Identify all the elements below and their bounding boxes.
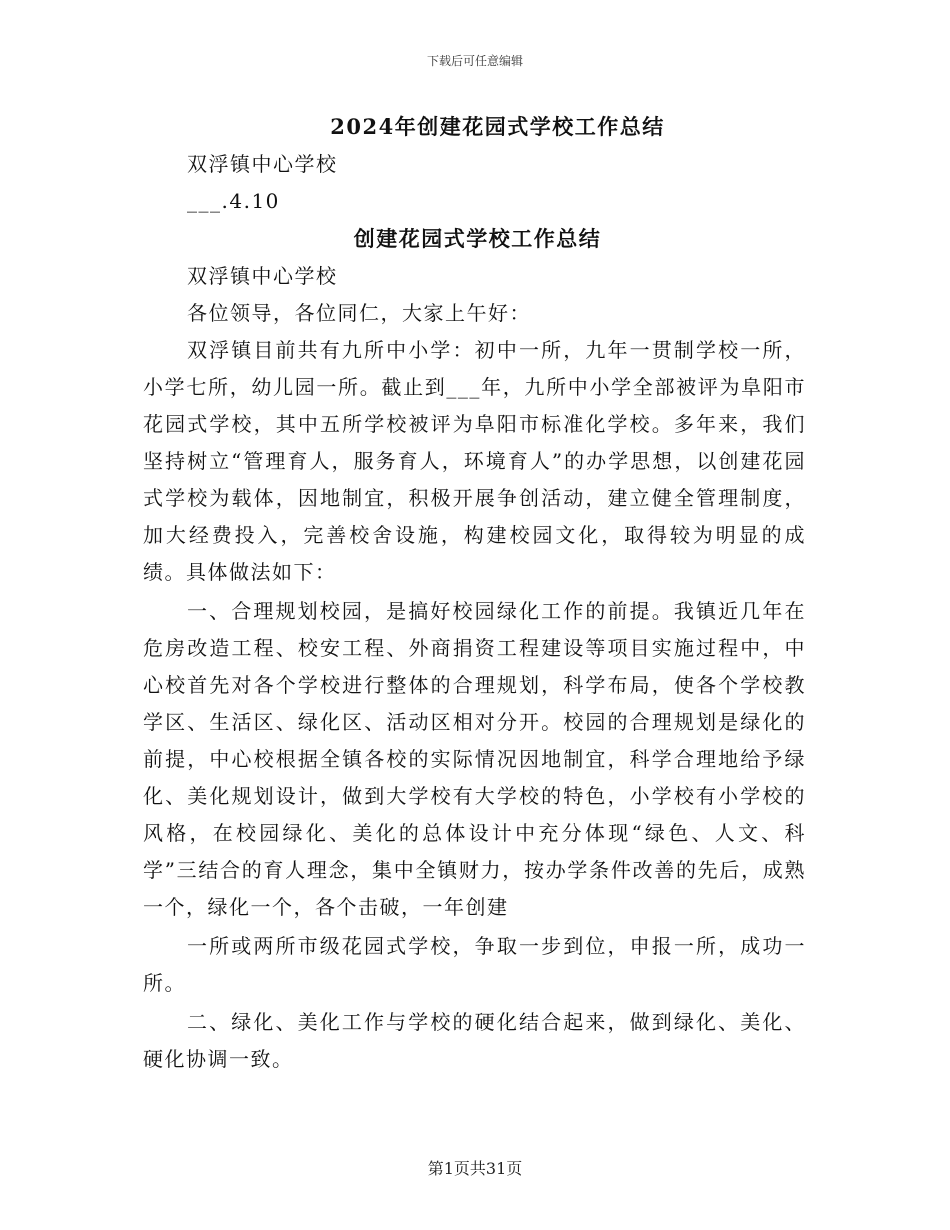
paragraph-intro: 双浮镇目前共有九所中小学：初中一所，九年一贯制学校一所，小学七所，幼儿园一所。截止到___年，九所中小学全部被评为阜阳市花园式学校，其中五所学校被评为阜阳市标准化学校。多年来，我们坚持树立“管理育人，服务育人，环境育人”的办学思想，以创建花园式学校为载体，因地制宜，积极开展争创活动，建立健全管理制度，加大经费投入，完善校舍设施，构建校园文化，取得较为明显的成绩。具体做法如下： (143, 338, 806, 584)
date-line: ___.4.10 (187, 189, 280, 213)
document-title: 2024年创建花园式学校工作总结 (330, 114, 665, 139)
header-note: 下载后可任意编辑 (426, 54, 523, 68)
document-body (143, 108, 806, 1078)
document-subtitle: 创建花园式学校工作总结 (353, 226, 602, 251)
paragraph-section-one: 一、合理规划校园，是搞好校园绿化工作的前提。我镇近几年在危房改造工程、校安工程、外商捐资工程建设等项目实施过程中，中心校首先对各个学校进行整体的合理规划，科学布局，使各个学校教学区、生活区、绿化区、活动区相对分开。校园的合理规划是绿化的前提，中心校根据全镇各校的实际情况因地制宜，科学合理地给予绿化、美化规划设计，做到大学校有大学校的特色，小学校有小学校的风格，在校园绿化、美化的总体设计中充分体现“绿色、人文、科学”三结合的育人理念，集中全镇财力，按办学条件改善的先后，成熟一个，绿化一个，各个击破，一年创建 (143, 599, 806, 919)
page-number: 第1页共31页 (427, 1159, 523, 1178)
school-name-line-2: 双浮镇中心学校 (187, 264, 338, 288)
school-name-line: 双浮镇中心学校 (187, 152, 338, 176)
greeting-line: 各位领导，各位同仁，大家上午好： (187, 301, 531, 325)
paragraph-section-one-cont: 一所或两所市级花园式学校，争取一步到位，申报一所，成功一所。 (143, 934, 806, 995)
paragraph-section-two: 二、绿化、美化工作与学校的硬化结合起来，做到绿化、美化、硬化协调一致。 (143, 1010, 806, 1071)
